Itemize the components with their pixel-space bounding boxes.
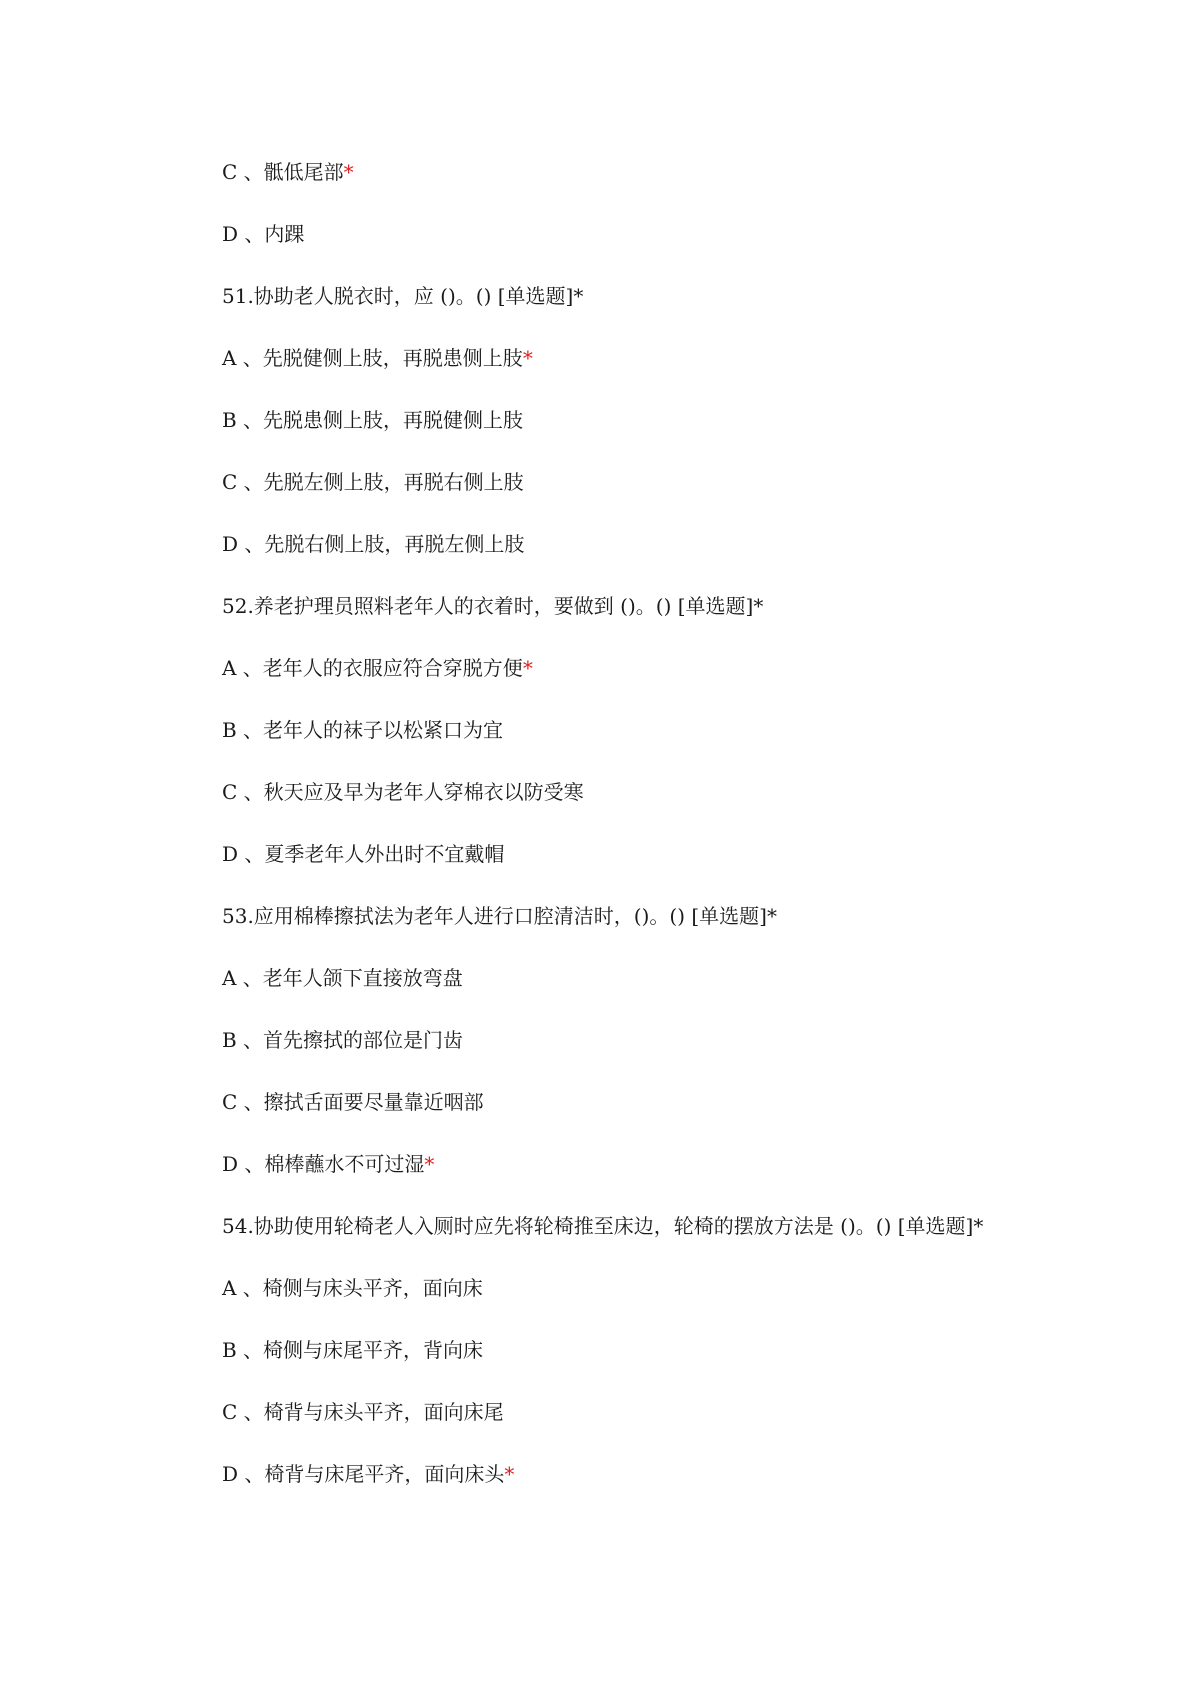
line-text: B 、老年人的袜子以松紧口为宜 — [222, 718, 504, 742]
answer-mark: * — [424, 1152, 435, 1176]
option-line — [222, 344, 533, 372]
line-text: B 、椅侧与床尾平齐，背向床 — [222, 1338, 484, 1362]
option-line — [222, 1274, 483, 1302]
question-line — [222, 902, 777, 930]
option-line — [222, 1026, 463, 1054]
line-text: A 、老年人颌下直接放弯盘 — [222, 966, 463, 990]
line-text: C 、秋天应及早为老年人穿棉衣以防受寒 — [222, 780, 584, 804]
option-line — [222, 406, 523, 434]
option-line — [222, 778, 584, 806]
line-text: D 、棉棒蘸水不可过湿 — [222, 1152, 425, 1176]
line-text: D 、先脱右侧上肢，再脱左侧上肢 — [222, 532, 525, 556]
line-text: 52.养老护理员照料老年人的衣着时，要做到 ()。() [单选题] — [222, 594, 754, 618]
line-text: A 、老年人的衣服应符合穿脱方便 — [222, 656, 523, 680]
option-line — [222, 530, 524, 558]
line-text: B 、首先擦拭的部位是门齿 — [222, 1028, 464, 1052]
line-text: 54.协助使用轮椅老人入厕时应先将轮椅推至床边，轮椅的摆放方法是 ()。() [单选题] — [222, 1214, 974, 1238]
option-line — [222, 1150, 434, 1178]
answer-mark: * — [343, 160, 354, 184]
question-line — [222, 1212, 983, 1240]
question-line — [222, 592, 763, 620]
line-text: A 、先脱健侧上肢，再脱患侧上肢 — [222, 346, 523, 370]
line-text: A 、椅侧与床头平齐，面向床 — [222, 1276, 483, 1300]
line-text: D 、椅背与床尾平齐，面向床头 — [222, 1462, 505, 1486]
option-line — [222, 1336, 483, 1364]
option-line — [222, 468, 524, 496]
option-line — [222, 1398, 504, 1426]
required-mark: * — [753, 594, 764, 618]
answer-mark: * — [504, 1462, 515, 1486]
required-mark: * — [973, 1214, 984, 1238]
line-text: C 、椅背与床头平齐，面向床尾 — [222, 1400, 504, 1424]
line-text: C 、先脱左侧上肢，再脱右侧上肢 — [222, 470, 524, 494]
option-line — [222, 840, 504, 868]
question-line — [222, 282, 583, 310]
option-line — [222, 220, 304, 248]
line-text: C 、擦拭舌面要尽量靠近咽部 — [222, 1090, 484, 1114]
required-mark: * — [573, 284, 584, 308]
option-line — [222, 654, 533, 682]
answer-mark: * — [522, 656, 533, 680]
option-line — [222, 716, 503, 744]
required-mark: * — [766, 904, 777, 928]
line-text: 51.协助老人脱衣时，应 ()。() [单选题] — [222, 284, 574, 308]
option-line — [222, 1460, 514, 1488]
option-line — [222, 964, 463, 992]
line-text: C 、骶低尾部 — [222, 160, 344, 184]
answer-mark: * — [522, 346, 533, 370]
line-text: 53.应用棉棒擦拭法为老年人进行口腔清洁时，()。() [单选题] — [222, 904, 767, 928]
option-line — [222, 1088, 484, 1116]
line-text: B 、先脱患侧上肢，再脱健侧上肢 — [222, 408, 524, 432]
line-text: D 、内踝 — [222, 222, 305, 246]
line-text: D 、夏季老年人外出时不宜戴帽 — [222, 842, 505, 866]
option-line — [222, 158, 354, 186]
